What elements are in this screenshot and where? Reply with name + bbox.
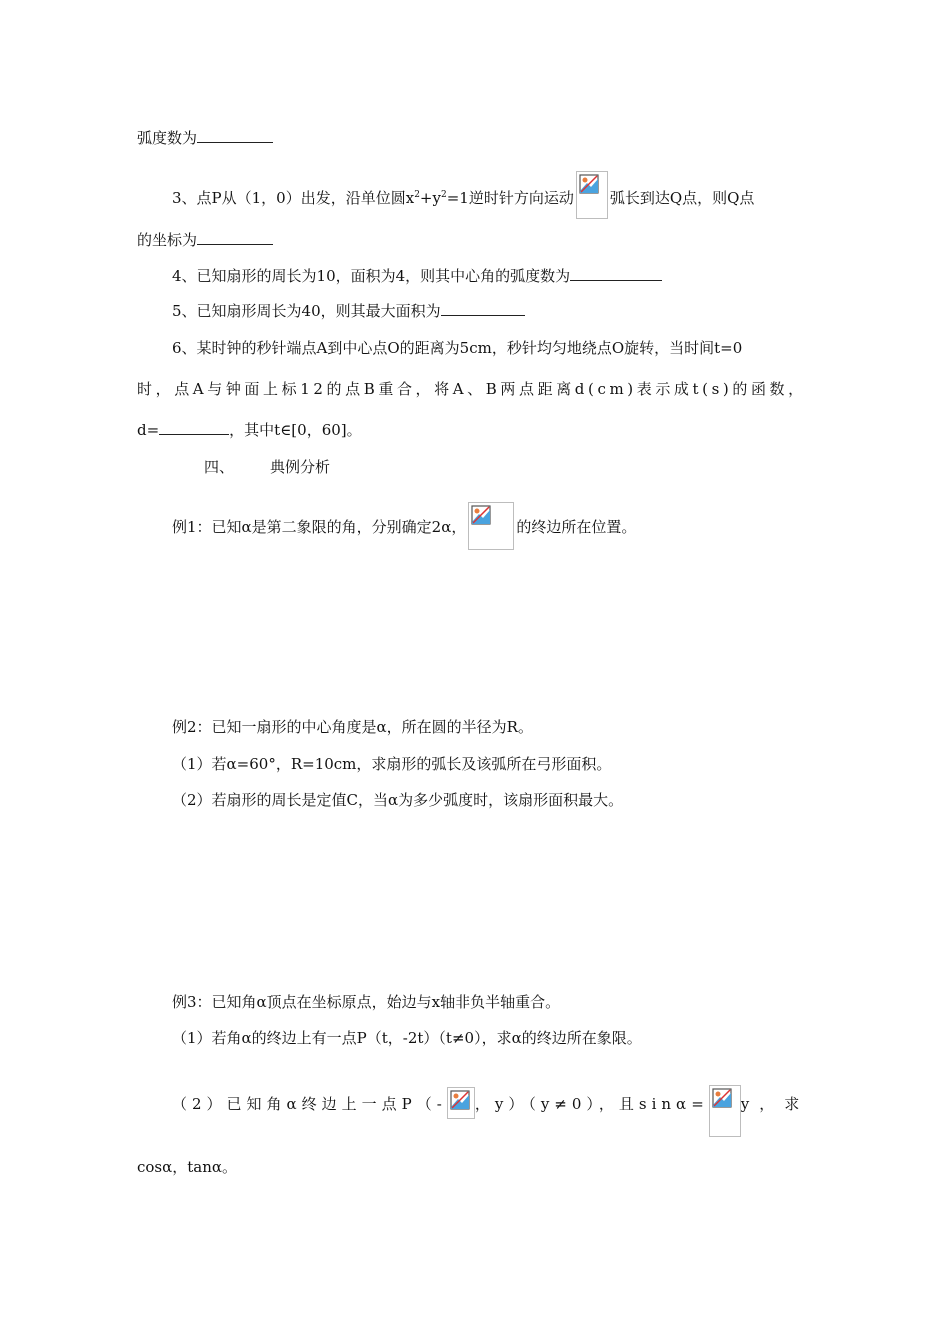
example-3-part-2-cont	[137, 1157, 237, 1177]
text: 弧长到达Q点，则Q点	[609, 189, 755, 207]
broken-image-icon	[468, 502, 514, 550]
text: 的坐标为	[137, 231, 198, 249]
example-3	[172, 992, 560, 1012]
superscript: 2	[440, 190, 447, 200]
example-3-part-2	[172, 1079, 809, 1131]
text: （2）若扇形的周长是定值C，当α为多少弧度时，该扇形面积最大。	[172, 791, 624, 809]
text: 3、点P从（1，0）出发，沿单位圆x	[172, 189, 415, 207]
question-5	[172, 301, 525, 321]
text: 的终边所在位置。	[516, 518, 637, 536]
text: ，y）（y≠0），且sinα=	[474, 1095, 709, 1113]
text: （1）若α=60°，R=10cm，求扇形的弧长及该弧所在弓形面积。	[172, 755, 612, 773]
text: （1）若角α的终边上有一点P（t，-2t）（t≠0），求α的终边所在象限。	[172, 1029, 642, 1047]
example-1	[172, 504, 636, 552]
text: y，求	[740, 1095, 810, 1113]
text: 4、已知扇形的周长为10，面积为4，则其中心角的弧度数为	[172, 267, 571, 285]
example-2-part-2	[172, 790, 623, 810]
text: d=	[137, 421, 160, 439]
text: 弧度数为	[137, 129, 198, 147]
text: +y	[419, 189, 441, 207]
broken-image-icon	[709, 1085, 741, 1137]
answer-blank	[570, 266, 662, 281]
text: 例1：已知α是第二象限的角，分别确定2α，	[172, 518, 467, 536]
text: 例3：已知角α顶点在坐标原点，始边与x轴非负半轴重合。	[172, 993, 561, 1011]
line-1	[137, 128, 273, 148]
example-3-part-1	[172, 1028, 642, 1048]
text: cosα，tanα。	[137, 1158, 238, 1176]
text: 6、某时钟的秒针端点A到中心点O的距离为5cm，秒针均匀地绕点O旋转，当时间t=0	[172, 339, 743, 357]
broken-image-icon	[447, 1087, 475, 1119]
superscript: 2	[414, 190, 420, 200]
text: =1逆时针方向运动	[446, 189, 574, 207]
example-2	[172, 717, 533, 737]
text: 例2：已知一扇形的中心角度是α，所在圆的半径为R。	[172, 718, 533, 736]
question-6-line-1	[172, 338, 742, 358]
answer-blank	[197, 230, 273, 245]
section-title: 典例分析	[270, 458, 331, 476]
text: ，其中t∈[0，60]。	[229, 421, 362, 439]
text: （2）已知角α终边上一点P（-	[172, 1095, 447, 1113]
question-3	[172, 175, 754, 223]
text: 时，点A与钟面上标12的点B重合，将A、B两点距离d(cm)表示成t(s)的函数，	[137, 380, 807, 398]
text: 5、已知扇形周长为40，则其最大面积为	[172, 302, 441, 320]
answer-blank	[159, 420, 229, 435]
question-6-line-2	[137, 379, 807, 399]
line-3	[137, 230, 273, 250]
section-number: 四、	[204, 458, 235, 476]
broken-image-icon	[576, 171, 608, 219]
question-6-line-3	[137, 420, 362, 440]
example-2-part-1	[172, 754, 611, 774]
answer-blank	[441, 301, 525, 316]
section-heading	[204, 457, 330, 477]
question-4	[172, 266, 662, 286]
answer-blank	[197, 128, 273, 143]
